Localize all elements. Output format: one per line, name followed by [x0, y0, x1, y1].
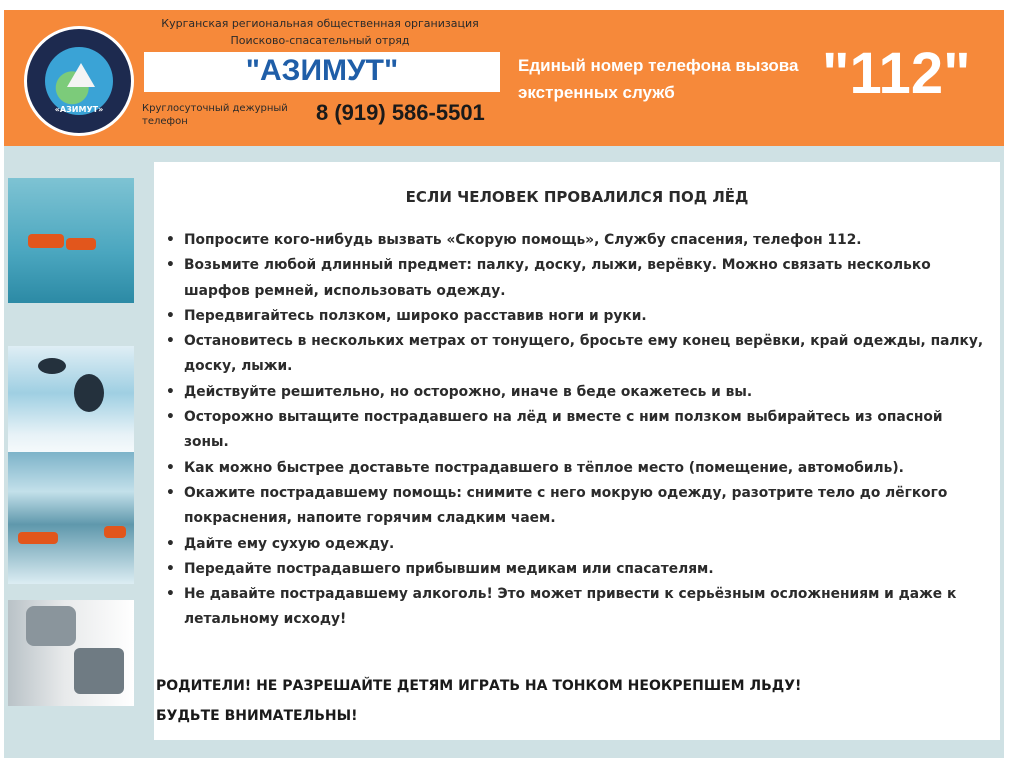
- photo-ice-rescue-1: [8, 178, 134, 303]
- parents-warning: РОДИТЕЛИ! НЕ РАЗРЕШАЙТЕ ДЕТЯМ ИГРАТЬ НА ТОНКОМ НЕОКРЕПШЕМ ЛЬДУ!: [156, 678, 802, 694]
- list-item: • Попросите кого-нибудь вызвать «Скорую помощь», Службу спасения, телефон 112.: [164, 228, 989, 253]
- org-name: "АЗИМУТ": [245, 54, 399, 87]
- org-name-box: [144, 52, 500, 92]
- list-item: • Передайте пострадавшего прибывшим медикам или спасателям.: [164, 557, 989, 582]
- emergency-number: "112": [822, 41, 971, 106]
- logo-text: «АЗИМУТ»: [54, 105, 104, 114]
- header-banner: [4, 10, 1004, 146]
- tips-list: [164, 228, 989, 633]
- photo-ice-rescue-2: [8, 346, 134, 464]
- list-item: • Действуйте решительно, но осторожно, иначе в беде окажетесь и вы.: [164, 380, 989, 405]
- azimut-logo: [24, 26, 134, 136]
- duty-phone-label: Круглосуточный дежурный телефон: [142, 103, 288, 127]
- org-line-2: Поисково-спасательный отряд: [230, 34, 410, 47]
- list-item: • Возьмите любой длинный предмет: палку, доску, лыжи, верёвку. Можно связать несколько шарфов ремней, использовать одежду.: [164, 253, 989, 304]
- list-item: • Не давайте пострадавшему алкоголь! Это может привести к серьёзным осложнениям и даже к летальному исходу!: [164, 582, 989, 633]
- duty-phone-number: 8 (919) 586-5501: [316, 100, 485, 125]
- list-item: • Остановитесь в нескольких метрах от тонущего, бросьте ему конец верёвки, край одежды, палку, доску, лыжи.: [164, 329, 989, 380]
- list-item: • Осторожно вытащите пострадавшего на лёд и вместе с ним ползком выбирайтесь из опасной зоны.: [164, 405, 989, 456]
- list-item: • Как можно быстрее доставьте пострадавшего в тёплое место (помещение, автомобиль).: [164, 456, 989, 481]
- instructions-title: ЕСЛИ ЧЕЛОВЕК ПРОВАЛИЛСЯ ПОД ЛЁД: [405, 188, 749, 206]
- list-item: • Окажите пострадавшему помощь: снимите с него мокрую одежду, разотрите тело до лёгкого покраснения, напоите горячим сладким чаем.: [164, 481, 989, 532]
- attention-warning: БУДЬТЕ ВНИМАТЕЛЬНЫ!: [156, 708, 358, 724]
- mountain-icon: [67, 63, 95, 87]
- leaflet: [4, 10, 1004, 758]
- list-item: • Дайте ему сухую одежду.: [164, 532, 989, 557]
- instructions-panel: [154, 162, 1000, 740]
- list-item: • Передвигайтесь ползком, широко расставив ноги и руки.: [164, 304, 989, 329]
- emergency-label: Единый номер телефона вызова экстренных служб: [518, 56, 799, 102]
- photo-thermos-tea: [8, 600, 134, 706]
- org-line-1: Курганская региональная общественная организация: [161, 17, 479, 30]
- photo-ice-rescue-3: [8, 452, 134, 584]
